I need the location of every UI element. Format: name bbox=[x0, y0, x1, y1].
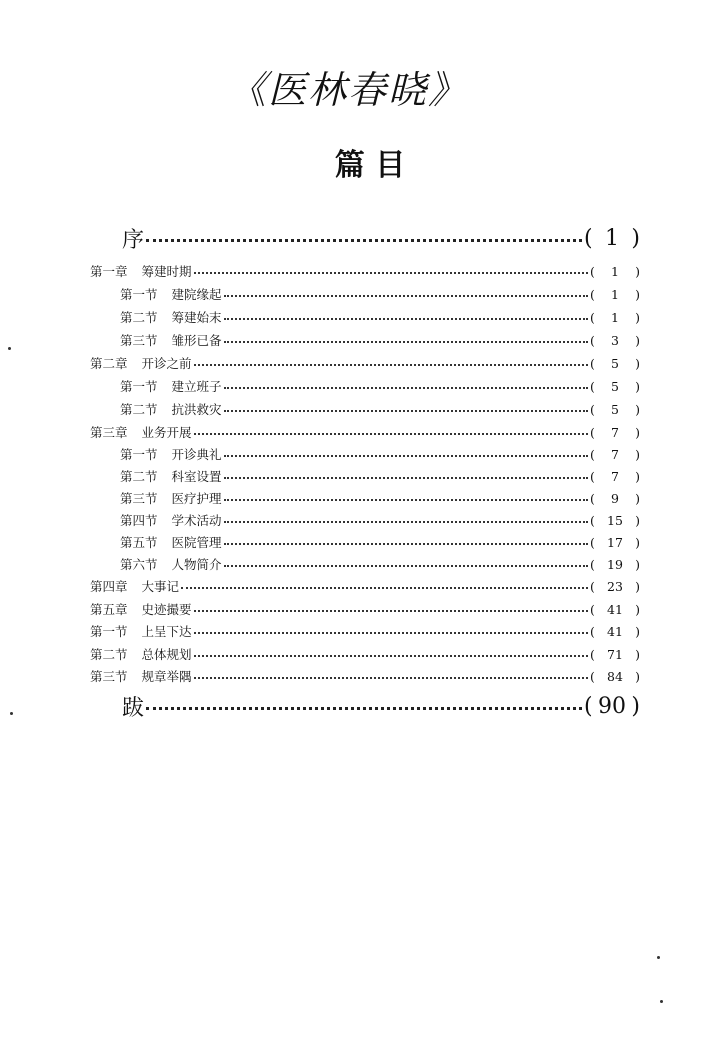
toc-dot-leader bbox=[224, 398, 588, 412]
toc-entry-label: 第一章 bbox=[90, 264, 128, 279]
toc-entry-label: 第三节 bbox=[120, 491, 158, 506]
toc-entry-label: 第一节 bbox=[120, 379, 158, 394]
toc-page-number: ( 41 ) bbox=[590, 623, 640, 639]
toc-section-entry bbox=[120, 398, 640, 420]
toc-section-entry bbox=[120, 465, 640, 487]
toc-entry-title: 雏形已备 bbox=[171, 333, 222, 348]
toc-entry-label: 第五章 bbox=[90, 602, 128, 617]
toc-entry-title: 规章举隅 bbox=[141, 669, 192, 684]
toc-entry-title: 开诊典礼 bbox=[171, 447, 222, 462]
toc-dot-leader bbox=[146, 691, 582, 710]
toc-section-entry bbox=[120, 443, 640, 465]
toc-chapter-entry bbox=[90, 352, 640, 374]
toc-dot-leader bbox=[224, 487, 588, 501]
toc-dot-leader bbox=[194, 643, 588, 657]
toc-entry-label: 第一节 bbox=[90, 624, 128, 639]
toc-dot-leader bbox=[224, 375, 588, 389]
toc-entry-label: 第二章 bbox=[90, 356, 128, 371]
toc-section-entry bbox=[120, 283, 640, 305]
toc-dot-leader bbox=[224, 509, 588, 523]
toc-page-number: ( 1 ) bbox=[584, 225, 640, 251]
toc-entry-label: 第二节 bbox=[120, 469, 158, 484]
toc-section-entry bbox=[90, 665, 640, 687]
toc-entry-title: 医院管理 bbox=[171, 535, 222, 550]
toc-section-entry bbox=[120, 306, 640, 328]
toc-entry-label: 第二节 bbox=[90, 647, 128, 662]
toc-dot-leader bbox=[194, 421, 588, 435]
toc-entry-title: 建院缘起 bbox=[171, 287, 222, 302]
toc-entry-label: 第三节 bbox=[120, 333, 158, 348]
toc-page-number: ( 23 ) bbox=[590, 578, 640, 594]
toc-page-number: ( 17 ) bbox=[590, 534, 640, 550]
toc-section-entry bbox=[120, 375, 640, 397]
toc-dot-leader bbox=[194, 352, 588, 366]
toc-entry-title: 业务开展 bbox=[141, 425, 192, 440]
toc-entry-label: 第二节 bbox=[120, 310, 158, 325]
toc-entry-label: 第二节 bbox=[120, 402, 158, 417]
toc-entry-title: 序 bbox=[122, 227, 145, 253]
toc-entry-title: 学术活动 bbox=[171, 513, 222, 528]
toc-page-number: ( 1 ) bbox=[590, 286, 640, 302]
toc-entry-title: 人物简介 bbox=[171, 557, 222, 572]
toc-page-number: ( 1 ) bbox=[590, 309, 640, 325]
toc-dot-leader bbox=[181, 575, 588, 589]
toc-dot-leader bbox=[194, 665, 588, 679]
toc-entry-title: 开诊之前 bbox=[141, 356, 192, 371]
toc-page-number: ( 7 ) bbox=[590, 446, 640, 462]
toc-entry-title: 医疗护理 bbox=[171, 491, 222, 506]
toc-entry-title: 大事记 bbox=[141, 579, 180, 594]
toc-page-number: ( 7 ) bbox=[590, 424, 640, 440]
toc-page-number: ( 1 ) bbox=[590, 263, 640, 279]
toc-entry-label: 第四章 bbox=[90, 579, 128, 594]
toc-page-number: ( 5 ) bbox=[590, 355, 640, 371]
toc-dot-leader bbox=[224, 443, 588, 457]
toc-page-number: ( 5 ) bbox=[590, 378, 640, 394]
toc-entry-label: 第一节 bbox=[120, 447, 158, 462]
toc-section-entry bbox=[120, 487, 640, 509]
toc-entry-title: 史迹撮要 bbox=[141, 602, 192, 617]
toc-major-entry bbox=[122, 220, 640, 256]
toc-dot-leader bbox=[146, 223, 582, 242]
toc-page-number: ( 5 ) bbox=[590, 401, 640, 417]
toc-entry-label: 第五节 bbox=[120, 535, 158, 550]
toc-entry-label: 第一节 bbox=[120, 287, 158, 302]
toc-section-entry bbox=[90, 620, 640, 642]
toc-entry-label: 第三章 bbox=[90, 425, 128, 440]
toc-entry-label: 第四节 bbox=[120, 513, 158, 528]
toc-page-number: ( 9 ) bbox=[590, 490, 640, 506]
toc-entry-title: 建立班子 bbox=[171, 379, 222, 394]
toc-page-number: ( 15 ) bbox=[590, 512, 640, 528]
toc-page-number: ( 19 ) bbox=[590, 556, 640, 572]
toc-dot-leader bbox=[224, 531, 588, 545]
toc-section-entry bbox=[120, 509, 640, 531]
toc-entry-label: 第三节 bbox=[90, 669, 128, 684]
toc-page-number: ( 3 ) bbox=[590, 332, 640, 348]
toc-dot-leader bbox=[224, 329, 588, 343]
toc-entry-label: 第六节 bbox=[120, 557, 158, 572]
toc-dot-leader bbox=[194, 260, 588, 274]
toc-entry-title: 科室设置 bbox=[171, 469, 222, 484]
toc-page-number: ( 41 ) bbox=[590, 601, 640, 617]
toc-major-entry bbox=[122, 688, 640, 724]
book-title: 《医林春晓》 bbox=[228, 68, 469, 112]
toc-chapter-entry bbox=[90, 575, 640, 597]
toc-dot-leader bbox=[224, 283, 588, 297]
toc-chapter-entry bbox=[90, 421, 640, 443]
toc-page-number: ( 84 ) bbox=[590, 668, 640, 684]
toc-section-entry bbox=[120, 531, 640, 553]
toc-chapter-entry bbox=[90, 598, 640, 620]
toc-dot-leader bbox=[194, 598, 588, 612]
toc-dot-leader bbox=[194, 620, 588, 634]
toc-dot-leader bbox=[224, 465, 588, 479]
toc-section-entry bbox=[120, 329, 640, 351]
toc-page-number: ( 7 ) bbox=[590, 468, 640, 484]
toc-section-entry bbox=[90, 643, 640, 665]
toc-page-number: ( 90 ) bbox=[584, 693, 640, 719]
toc-entry-title: 上呈下达 bbox=[141, 624, 192, 639]
toc-entry-title: 筹建始末 bbox=[171, 310, 222, 325]
toc-entry-title: 跋 bbox=[122, 695, 145, 721]
page-heading: 篇 目 bbox=[334, 148, 406, 183]
toc-entry-title: 抗洪救灾 bbox=[171, 402, 222, 417]
toc-entry-title: 总体规划 bbox=[141, 647, 192, 662]
toc-chapter-entry bbox=[90, 260, 640, 282]
toc-section-entry bbox=[120, 553, 640, 575]
toc-dot-leader bbox=[224, 553, 588, 567]
toc-page-number: ( 71 ) bbox=[590, 646, 640, 662]
toc-dot-leader bbox=[224, 306, 588, 320]
toc-entry-title: 筹建时期 bbox=[141, 264, 192, 279]
